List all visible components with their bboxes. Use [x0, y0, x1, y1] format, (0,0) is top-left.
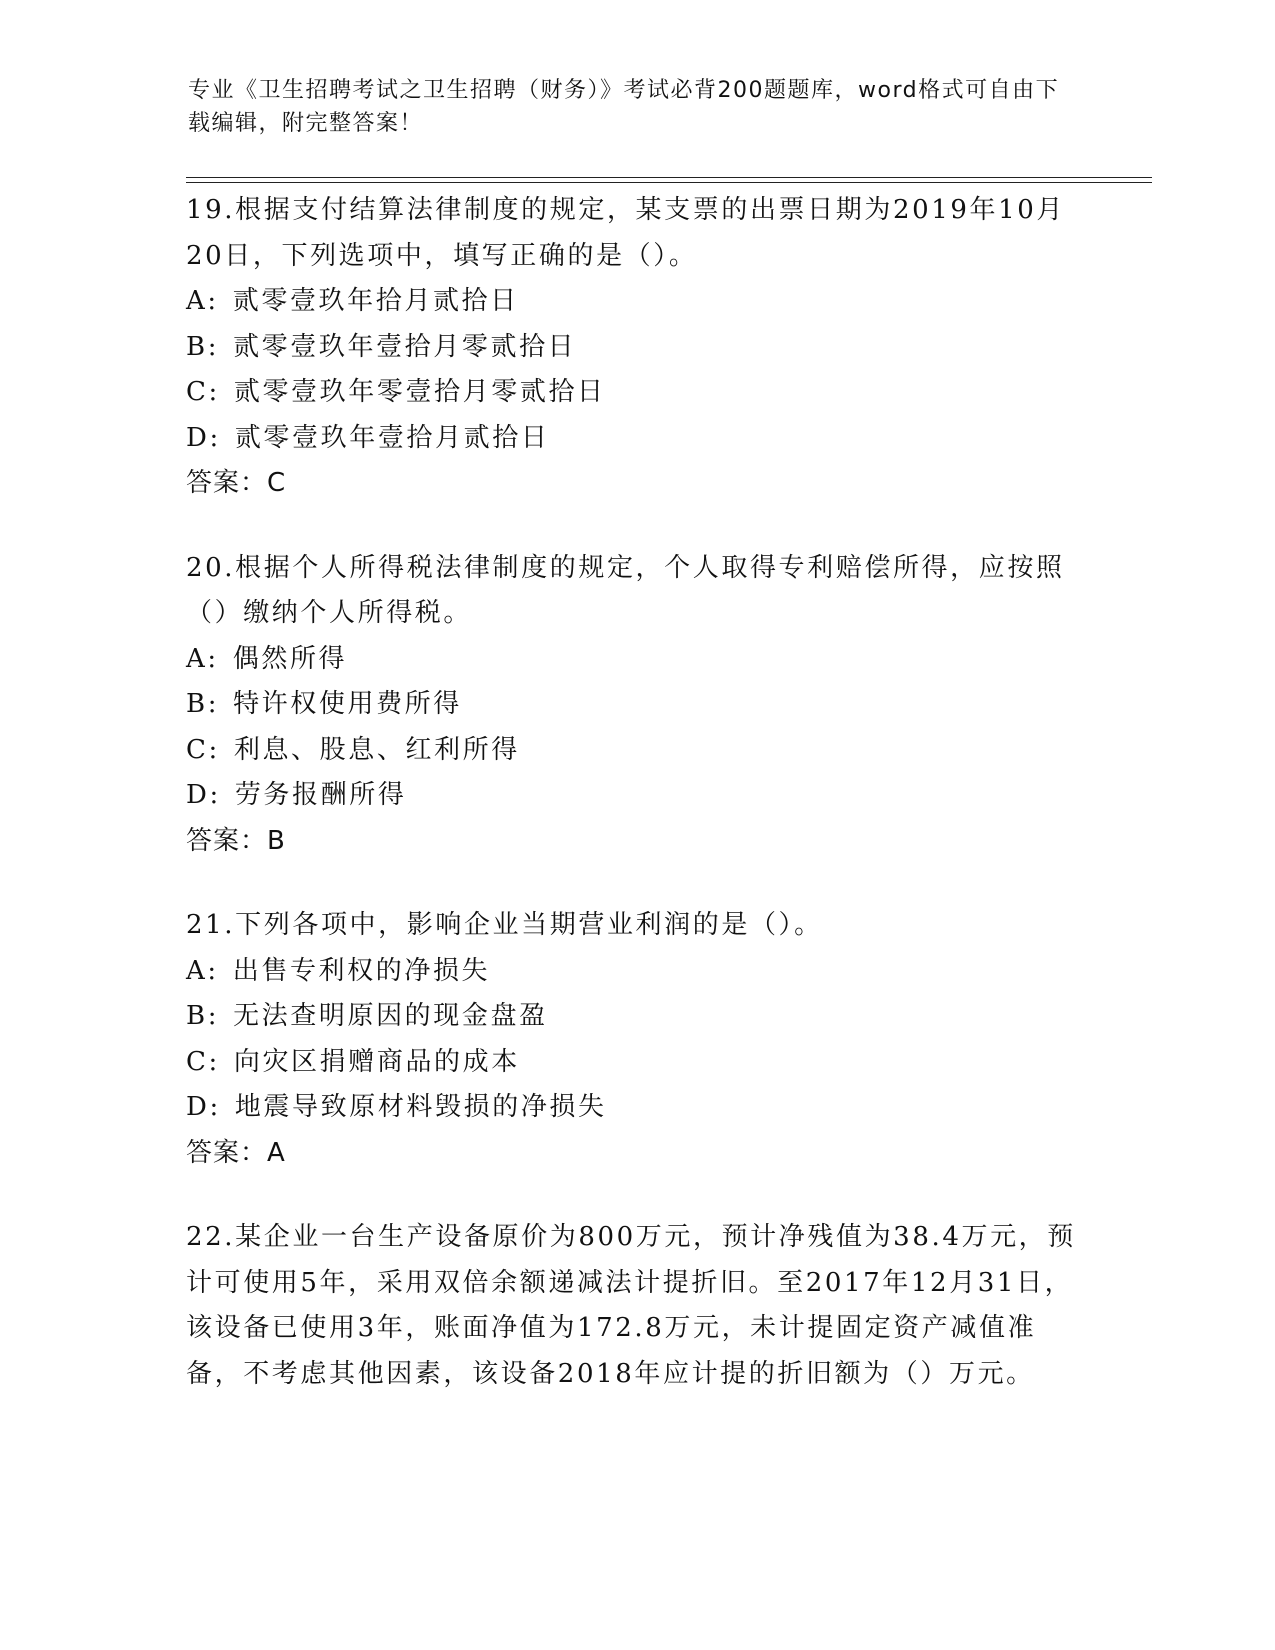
option-key: D:	[186, 422, 221, 453]
option-key: C:	[186, 734, 220, 765]
option-text: 特许权使用费所得	[233, 689, 462, 719]
option-text: 贰零壹玖年壹拾月零贰拾日	[233, 331, 577, 362]
option-text: 贰零壹玖年拾月贰拾日	[232, 286, 519, 316]
option-key: B:	[186, 689, 220, 719]
option-b	[186, 325, 1086, 371]
option-key: A:	[186, 643, 219, 674]
question-22	[186, 1215, 1086, 1397]
option-b	[186, 994, 1086, 1040]
document-header: 专业《卫生招聘考试之卫生招聘（财务）》考试必背200题题库，word格式可自由下载编辑，附完整答案！	[188, 78, 1060, 136]
option-key: C:	[186, 377, 220, 407]
option-a	[186, 637, 1086, 683]
question-list	[186, 188, 1086, 1436]
option-text: 无法查明原因的现金盘盈	[233, 1001, 548, 1031]
option-text: 地震导致原材料毁损的净损失	[234, 1092, 607, 1122]
option-text: 出售专利权的净损失	[232, 955, 491, 986]
option-text: 偶然所得	[232, 643, 348, 674]
header-divider-bottom	[186, 182, 1152, 183]
option-key: B:	[186, 1001, 220, 1031]
option-key: B:	[186, 331, 220, 362]
question-text: 19.根据支付结算法律制度的规定，某支票的出票日期为2019年10月20日，下列选项中，填写正确的是（）。	[186, 195, 1066, 271]
question-21	[186, 903, 1086, 1176]
option-d	[186, 416, 1086, 462]
question-20	[186, 546, 1086, 865]
question-19	[186, 188, 1086, 507]
answer-line: 答案：C	[186, 468, 287, 498]
option-key: A:	[186, 955, 219, 986]
option-c	[186, 370, 1086, 416]
header-divider-top	[186, 177, 1152, 178]
option-d	[186, 773, 1086, 819]
option-b	[186, 682, 1086, 728]
option-text: 贰零壹玖年零壹拾月零贰拾日	[233, 377, 606, 407]
option-key: D:	[186, 1092, 221, 1122]
question-text: 20.根据个人所得税法律制度的规定，个人取得专利赔偿所得，应按照（）缴纳个人所得税。	[186, 552, 1065, 628]
option-a	[186, 949, 1086, 995]
option-text: 贰零壹玖年壹拾月贰拾日	[234, 422, 550, 453]
answer-line: 答案：A	[186, 1137, 286, 1168]
option-d	[186, 1085, 1086, 1131]
option-a	[186, 279, 1086, 325]
option-key: A:	[186, 286, 219, 316]
option-c	[186, 728, 1086, 774]
question-text: 21.下列各项中，影响企业当期营业利润的是（）。	[186, 910, 823, 940]
answer-line: 答案：B	[186, 825, 286, 856]
option-text: 向灾区捐赠商品的成本	[233, 1046, 520, 1077]
option-key: C:	[186, 1046, 220, 1077]
option-text: 利息、股息、红利所得	[233, 734, 520, 765]
option-key: D:	[186, 780, 221, 810]
option-c	[186, 1040, 1086, 1086]
option-text: 劳务报酬所得	[234, 780, 407, 810]
question-text: 22.某企业一台生产设备原价为800万元，预计净残值为38.4万元，预计可使用5年，采用双倍余额递减法计提折旧。至2017年12月31日，该设备已使用3年，账面净值为172.8万元，未计提固定资产减值准备，不考虑其他因素，该设备2018年应计提的折旧额为（）万元。	[186, 1222, 1076, 1389]
